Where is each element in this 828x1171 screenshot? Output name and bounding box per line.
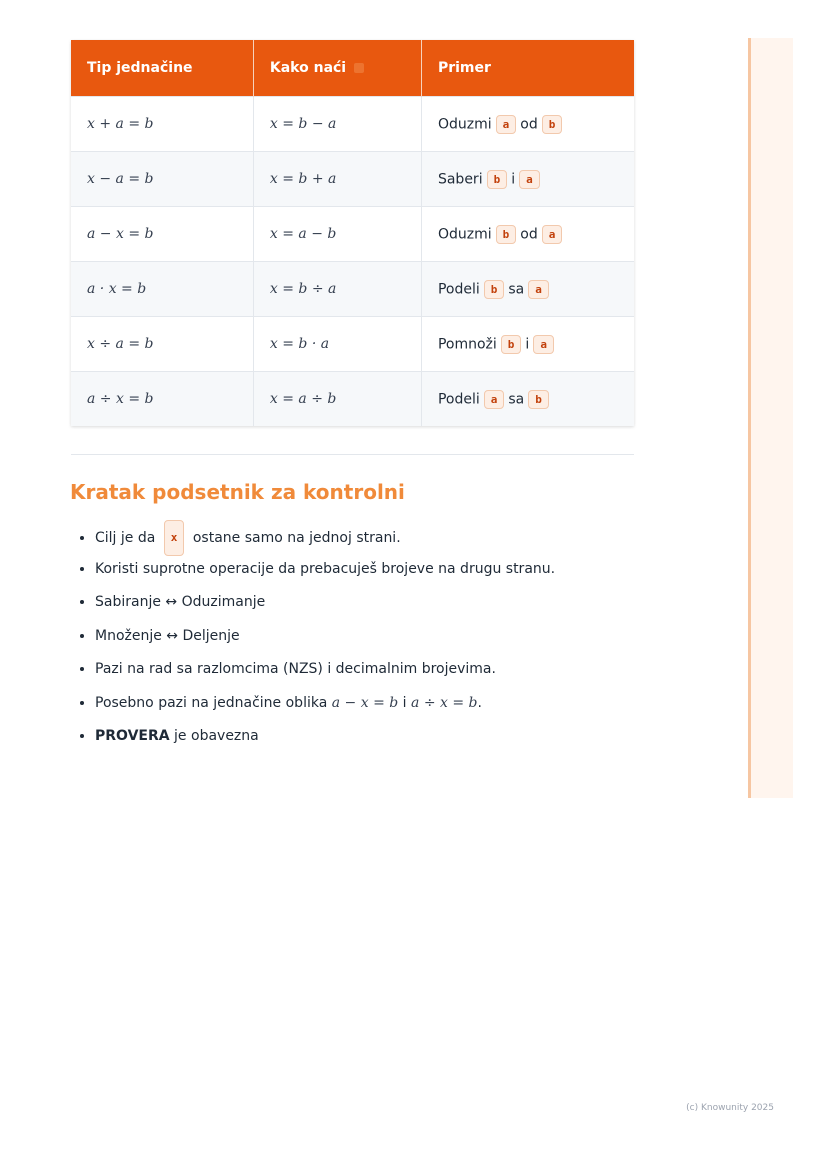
cell-how: x = b − a	[253, 97, 421, 152]
cell-how: x = b + a	[253, 152, 421, 207]
example-word: sa	[508, 281, 525, 297]
table-row	[71, 152, 634, 207]
cell-example	[421, 97, 634, 152]
list-item	[95, 688, 655, 722]
example-word: Podeli	[437, 281, 480, 297]
sort-icon[interactable]	[354, 63, 364, 73]
footer-copyright: (c) Knowunity 2025	[686, 1103, 774, 1113]
side-panel	[748, 38, 793, 798]
header-type-label: Tip jednačine	[87, 60, 193, 76]
cell-type: x ÷ a = b	[71, 317, 253, 372]
example-word: Pomnoži	[437, 336, 497, 352]
section-title: Kratak podsetnik za kontrolni	[70, 480, 405, 504]
example-word: Oduzmi	[437, 116, 492, 132]
tip-text: ostane samo na jednoj strani.	[192, 530, 401, 546]
cell-how: x = b ÷ a	[253, 262, 421, 317]
header-how-label: Kako naći	[269, 60, 347, 76]
tip-text: .	[477, 694, 482, 711]
table-header-row	[71, 40, 634, 97]
code-chip: a	[484, 390, 505, 409]
list-item: • Sabiranje ↔ Oduzimanje	[95, 587, 655, 621]
tip-math: a ÷ x = b	[411, 694, 478, 711]
tip-text: i	[402, 694, 407, 711]
example-word: od	[520, 226, 538, 242]
cell-how: x = a ÷ b	[253, 372, 421, 427]
list-item	[95, 520, 655, 554]
code-chip: a	[542, 225, 563, 244]
list-item	[95, 721, 655, 755]
cell-type: a · x = b	[71, 262, 253, 317]
table-row	[71, 97, 634, 152]
tip-bold: PROVERA	[95, 728, 170, 744]
cell-type: x − a = b	[71, 152, 253, 207]
code-chip: x	[164, 520, 185, 556]
code-chip: a	[533, 335, 554, 354]
tip-math: a − x = b	[331, 694, 399, 711]
cell-how: x = a − b	[253, 207, 421, 262]
cell-example	[421, 262, 634, 317]
code-chip: b	[484, 280, 505, 299]
cell-example	[421, 207, 634, 262]
table-row	[71, 317, 634, 372]
code-chip: a	[528, 280, 549, 299]
tips-list	[78, 520, 655, 755]
cell-how: x = b · a	[253, 317, 421, 372]
cell-example	[421, 152, 634, 207]
tip-text: Posebno pazi na jednačine oblika	[95, 694, 328, 711]
table-row	[71, 262, 634, 317]
equation-table	[71, 40, 634, 426]
example-word: Podeli	[437, 391, 480, 407]
tip-text: je obavezna	[174, 728, 259, 744]
list-item: • Množenje ↔ Deljenje	[95, 621, 655, 655]
header-example[interactable]	[421, 40, 634, 97]
tip-text: Cilj je da	[95, 530, 156, 546]
cell-type: a − x = b	[71, 207, 253, 262]
code-chip: a	[519, 170, 540, 189]
code-chip: b	[542, 115, 563, 134]
example-word: Oduzmi	[437, 226, 492, 242]
cell-type: a ÷ x = b	[71, 372, 253, 427]
code-chip: b	[501, 335, 522, 354]
table-row	[71, 372, 634, 427]
example-word: od	[520, 116, 538, 132]
code-chip: b	[487, 170, 508, 189]
list-item: • Pazi na rad sa razlomcima (NZS) i decimalnim brojevima.	[95, 654, 655, 688]
example-word: i	[525, 336, 530, 352]
header-type[interactable]	[71, 40, 253, 97]
list-item: • Koristi suprotne operacije da prebacuješ brojeve na drugu stranu.	[95, 554, 655, 588]
header-how[interactable]	[253, 40, 421, 97]
cell-example	[421, 372, 634, 427]
example-word: i	[511, 171, 516, 187]
code-chip: b	[496, 225, 517, 244]
cell-type: x + a = b	[71, 97, 253, 152]
code-chip: b	[528, 390, 549, 409]
example-word: sa	[508, 391, 525, 407]
table-row	[71, 207, 634, 262]
example-word: Saberi	[437, 171, 483, 187]
header-example-label: Primer	[437, 60, 491, 76]
section-divider	[71, 454, 634, 455]
code-chip: a	[496, 115, 517, 134]
cell-example	[421, 317, 634, 372]
